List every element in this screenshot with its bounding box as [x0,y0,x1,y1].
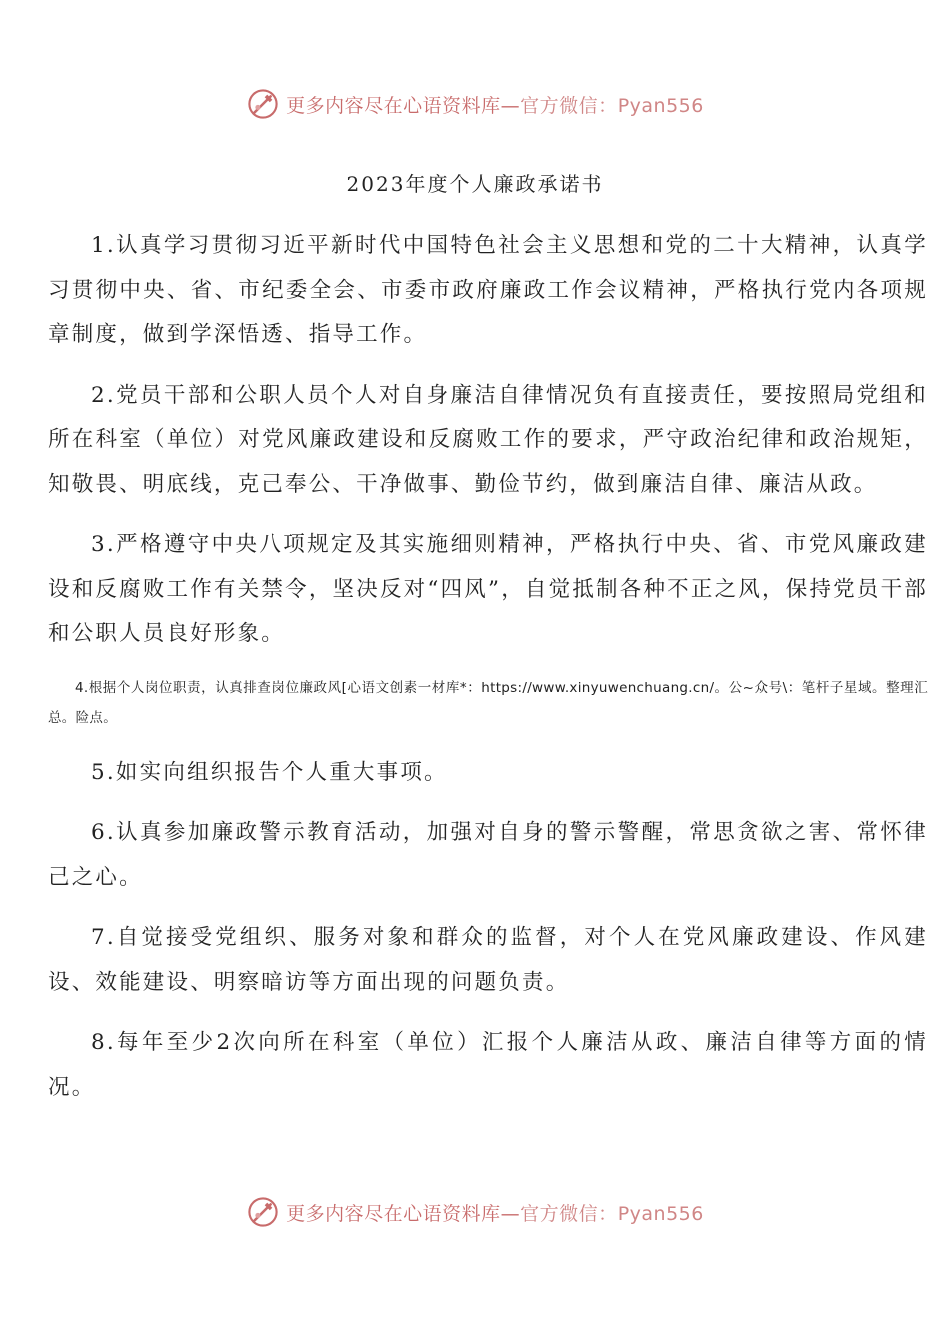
document-body [48,224,928,1126]
paragraph-6: 6.认真参加廉政警示教育活动，加强对自身的警示警醒，常思贪欲之害、常怀律己之心。 [48,820,928,890]
watermark-banner-top [0,84,950,124]
watermark-text: 更多内容尽在心语资料库—官方微信：Pyan556 [286,94,704,117]
document-title: 2023年度个人廉政承诺书 [346,172,604,196]
watermark-text: 更多内容尽在心语资料库—官方微信：Pyan556 [286,1202,704,1225]
pen-logo-icon [246,1195,280,1229]
pen-logo-icon [246,87,280,121]
paragraph-4: 4.根据个人岗位职责，认真排查岗位廉政风[心语文创素一材库*：https://www.xinyuwenchuang.cn/。公~众号\：笔杆子星域。整理汇总。险点。 [48,679,928,726]
watermark-banner-bottom [0,1192,950,1232]
paragraph-2: 2.党员干部和公职人员个人对自身廉洁自律情况负有直接责任，要按照局党组和所在科室（单位）对党风廉政建设和反腐败工作的要求，严守政治纪律和政治规矩，知敬畏、明底线，克己奉公、干净做事、勤俭节约，做到廉洁自律、廉洁从政。 [48,382,928,497]
paragraph-7: 7.自觉接受党组织、服务对象和群众的监督，对个人在党风廉政建设、作风建设、效能建设、明察暗访等方面出现的问题负责。 [48,925,928,995]
paragraph-3: 3.严格遵守中央八项规定及其实施细则精神，严格执行中央、省、市党风廉政建设和反腐败工作有关禁令，坚决反对“四风”，自觉抵制各种不正之风，保持党员干部和公职人员良好形象。 [48,532,928,646]
paragraph-8: 8.每年至少2次向所在科室（单位）汇报个人廉洁从政、廉洁自律等方面的情况。 [48,1030,928,1100]
paragraph-5: 5.如实向组织报告个人重大事项。 [91,759,448,785]
paragraph-1: 1.认真学习贯彻习近平新时代中国特色社会主义思想和党的二十大精神，认真学习贯彻中央、省、市纪委全会、市委市政府廉政工作会议精神，严格执行党内各项规章制度，做到学深悟透、指导工作。 [48,233,928,347]
